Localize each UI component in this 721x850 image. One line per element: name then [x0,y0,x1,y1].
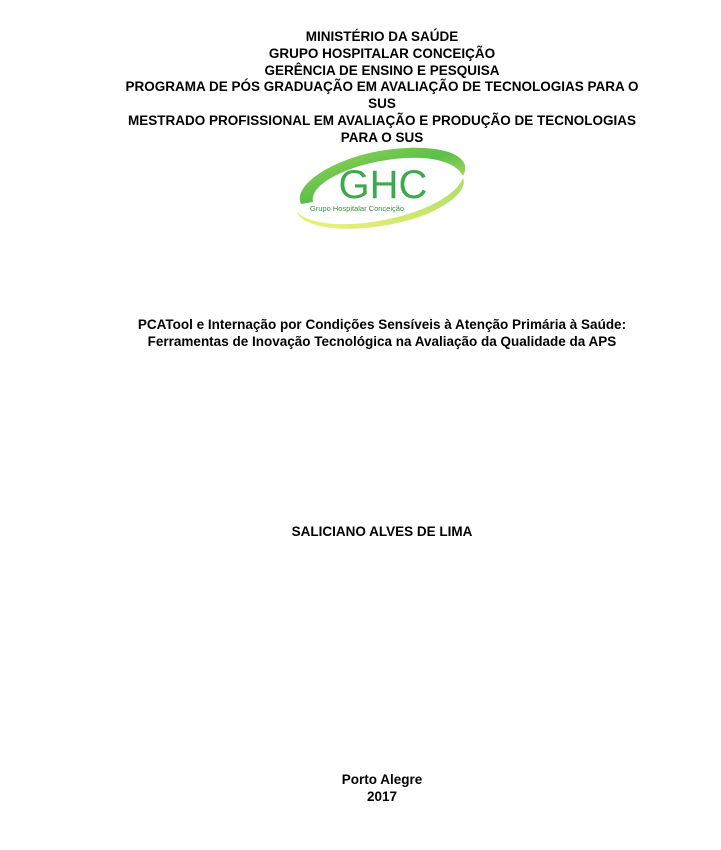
header-line-masters: MESTRADO PROFISSIONAL EM AVALIAÇÃO E PRODUÇÃO DE TECNOLOGIAS [127,112,637,128]
institution-header [90,29,674,147]
header-line-management: GERÊNCIA DE ENSINO E PESQUISA [264,62,500,78]
ghc-logo [287,142,473,236]
ghc-logo-graphic [287,142,473,236]
title-line-1: PCATool e Internação por Condições Sensíveis à Atenção Primária à Saúde: [137,317,627,332]
logo-mark-text: GHC [338,163,428,207]
publication-year: 2017 [366,789,398,804]
document-title [60,316,704,350]
header-line-group: GRUPO HOSPITALAR CONCEIÇÃO [268,45,496,61]
title-line-2: Ferramentas de Inovação Tecnológica na Avaliação da Qualidade da APS [147,334,617,349]
publication-info [260,771,504,805]
logo-caption-text: Grupo Hospitalar Conceição [309,204,405,213]
author-name: SALICIANO ALVES DE LIMA [291,524,473,539]
header-line-ministry: MINISTÉRIO DA SAÚDE [305,29,459,44]
publication-city: Porto Alegre [341,772,423,787]
header-line-program: PROGRAMA DE PÓS GRADUAÇÃO EM AVALIAÇÃO DE TECNOLOGIAS PARA O [125,79,639,95]
header-line-masters-cont: PARA O SUS [340,129,424,145]
header-line-program-cont: SUS [368,96,396,112]
